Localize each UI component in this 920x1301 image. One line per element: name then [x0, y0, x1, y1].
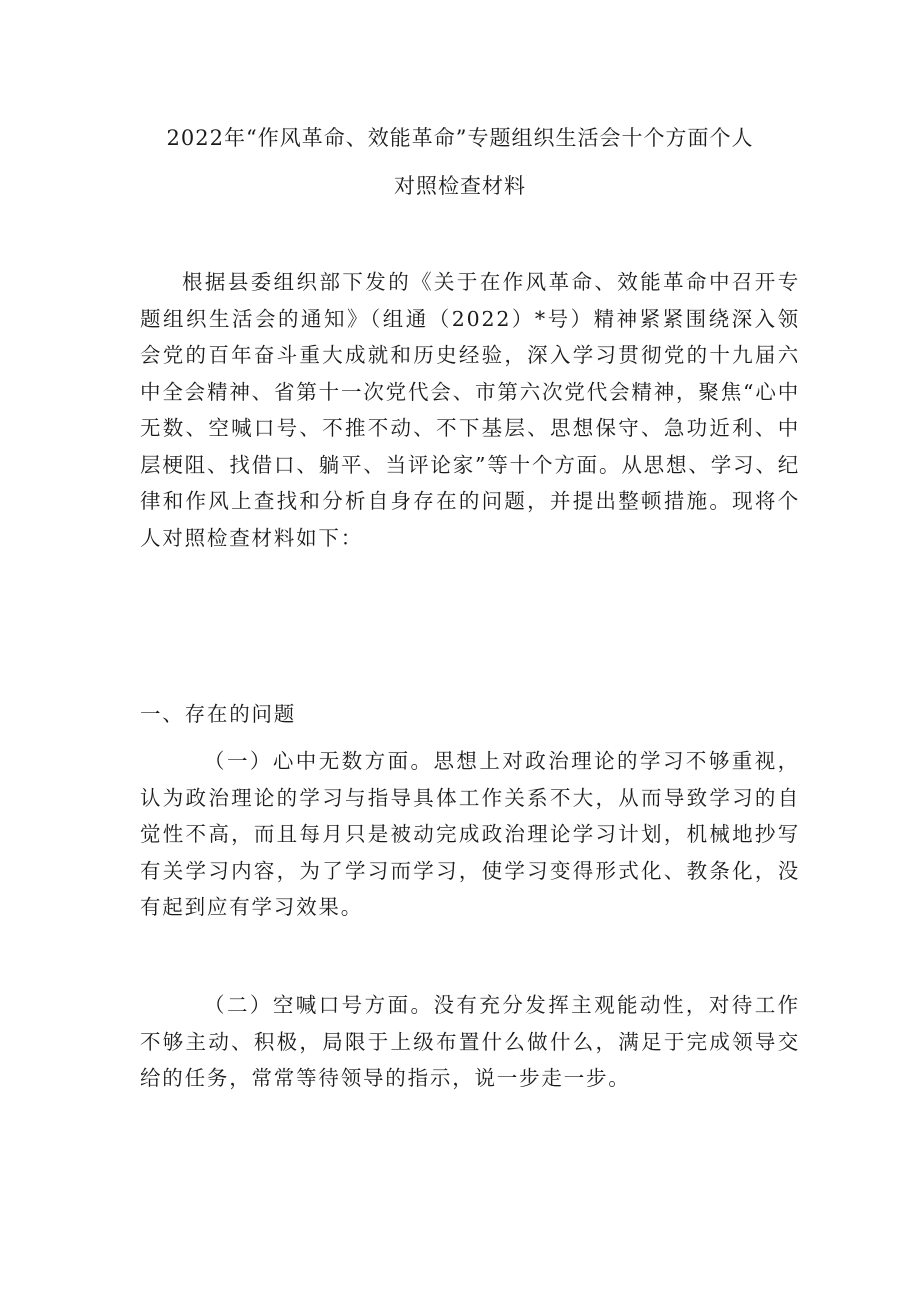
item-1-block — [140, 743, 800, 926]
intro-paragraph: 根据县委组织部下发的《关于在作风革命、效能革命中召开专题组织生活会的通知》（组通（2022）*号）精神紧紧围绕深入领会党的百年奋斗重大成就和历史经验，深入学习贯彻党的十九届六中全会精神、省第十一次党代会、市第六次党代会精神，聚焦“心中无数、空喊口号、不推不动、不下基层、思想保守、急功近利、中层梗阻、找借口、躺平、当评论家”等十个方面。从思想、学习、纪律和作风上查找和分析自身存在的问题，并提出整顿措施。现将个人对照检查材料如下： — [140, 270, 800, 550]
item-1-paragraph: （一）心中无数方面。思想上对政治理论的学习不够重视，认为政治理论的学习与指导具体工作关系不大，从而导致学习的自觉性不高，而且每月只是被动完成政治理论学习计划，机械地抄写有关学习内容，为了学习而学习，使学习变得形式化、教条化，没有起到应有学习效果。 — [140, 749, 800, 919]
intro-paragraph-block — [140, 264, 800, 556]
section-heading: 一、存在的问题 — [140, 702, 297, 726]
item-2-paragraph: （二）空喊口号方面。没有充分发挥主观能动性，对待工作不够主动、积极，局限于上级布置什么做什么，满足于完成领导交给的任务，常常等待领导的指示，说一步走一步。 — [140, 993, 800, 1090]
document-title-line-2: 对照检查材料 — [394, 174, 526, 198]
document-title-line-1: 2022年“作风革命、效能革命”专题组织生活会十个方面个人 — [166, 126, 754, 150]
item-2-block — [140, 987, 800, 1097]
